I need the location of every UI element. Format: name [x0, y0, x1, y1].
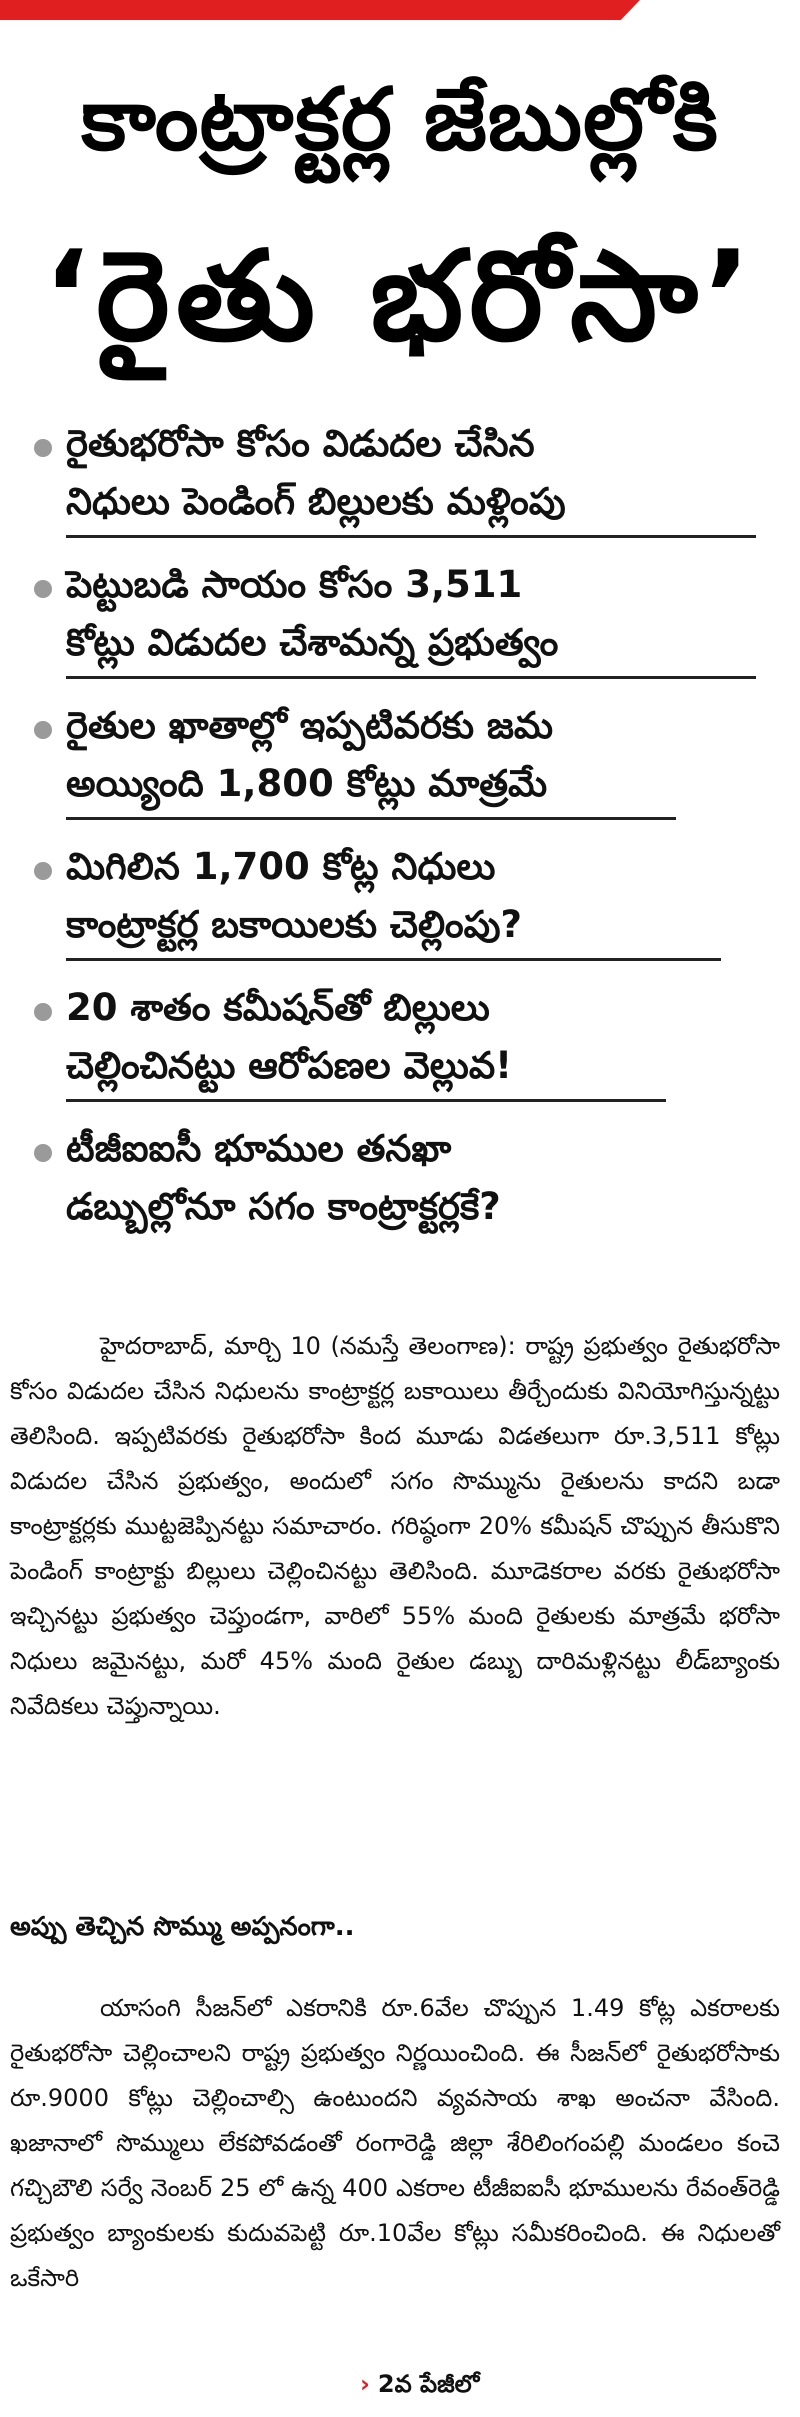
- bullet-line: టీజీఐఐసీ భూముల తనఖా: [66, 1127, 452, 1170]
- continued-on-page[interactable]: [360, 2370, 479, 2404]
- bullet-item: [14, 415, 784, 538]
- headline-line-2: ‘రైతు భరోసా’: [43, 225, 757, 369]
- bullet-line: 20 శాతం కమీషన్‌తో బిల్లులు: [66, 986, 490, 1029]
- bullet-dot-icon: [34, 1003, 52, 1021]
- article-subhead: అప్పు తెచ్చిన సొమ్ము అప్పనంగా..: [10, 1912, 355, 1942]
- chevron-right-icon: ›: [360, 2370, 370, 2398]
- bullet-item: [14, 838, 784, 961]
- bullet-dot-icon: [34, 862, 52, 880]
- bullet-item: [14, 556, 784, 679]
- bullet-line: రైతుభరోసా కోసం విడుదల చేసిన: [66, 422, 535, 465]
- divider: [66, 1099, 666, 1102]
- bullet-line: నిధులు పెండింగ్ బిల్లులకు మళ్లింపు: [66, 480, 566, 523]
- bullet-line: డబ్బుల్లోనూ సగం కాంట్రాక్టర్లకే?: [66, 1185, 501, 1228]
- divider: [66, 535, 756, 538]
- red-header-bar: [0, 0, 640, 20]
- divider: [66, 817, 676, 820]
- bullet-dot-icon: [34, 580, 52, 598]
- bullet-line: చెల్లించినట్టు ఆరోపణల వెల్లువ!: [66, 1044, 513, 1087]
- bullet-dot-icon: [34, 439, 52, 457]
- divider: [66, 676, 756, 679]
- bullet-line: కాంట్రాక్టర్ల బకాయిలకు చెల్లింపు?: [66, 903, 523, 946]
- bullet-line: మిగిలిన 1,700 కోట్ల నిధులు: [66, 845, 496, 888]
- bullet-item: [14, 1120, 784, 1236]
- bullet-line: రైతుల ఖాతాల్లో ఇప్పటివరకు జమ: [66, 704, 554, 747]
- divider: [66, 958, 721, 961]
- article-paragraph: యాసంగి సీజన్‌లో ఎకరానికి రూ.6వేల చొప్పున 1.49 కోట్ల ఎకరాలకు రైతుభరోసా చెల్లించాలని రాష్ట్ర ప్రభుత్వం నిర్ణయించింది. ఈ సీజన్‌లో రైతుభరోసాకు రూ.9000 కోట్లు చెల్లించాల్సి ఉంటుందని వ్యవసాయ శాఖ అంచనా వేసింది. ఖజానాలో సొమ్ములు లేకపోవడంతో రంగారెడ్డి జిల్లా శేరిలింగంపల్లి మండలం కంచె గచ్చిబౌలి సర్వే నెంబర్ 25 లో ఉన్న 400 ఎకరాల టీజీఐఐసీ భూములను రేవంత్‌రెడ్డి ప్రభుత్వం బ్యాంకులకు కుదువపెట్టి రూ.10వేల కోట్లు సమీకరించింది. ఈ నిధులతో ఒకేసారి: [10, 1994, 780, 2292]
- bullet-list: [14, 415, 784, 1236]
- continued-label: 2వ పేజీలో: [377, 2370, 480, 2398]
- bullet-dot-icon: [34, 721, 52, 739]
- bullet-dot-icon: [34, 1144, 52, 1162]
- article-paragraph: హైదరాబాద్, మార్చి 10 (నమస్తే తెలంగాణ): రాష్ట్ర ప్రభుత్వం రైతుభరోసా కోసం విడుదల చేసిన నిధులను కాంట్రాక్టర్ల బకాయిలు తీర్చేందుకు వినియోగిస్తున్నట్టు తెలిసింది. ఇప్పటివరకు రైతుభరోసా కింద మూడు విడతలుగా రూ.3,511 కోట్లు విడుదల చేసిన ప్రభుత్వం, అందులో సగం సొమ్మును రైతులను కాదని బడా కాంట్రాక్టర్లకు ముట్టజెప్పినట్టు సమాచారం. గరిష్ఠంగా 20% కమీషన్ చొప్పున తీసుకొని పెండింగ్ కాంట్రాక్టు బిల్లులు చెల్లించినట్టు తెలిసింది. మూడెకరాల వరకు రైతుభరోసా ఇచ్చినట్టు ప్రభుత్వం చెప్తుండగా, వారిలో 55% మంది రైతులకు మాత్రమే భరోసా నిధులు జమైనట్టు, మరో 45% మంది రైతుల డబ్బు దారిమళ్లినట్టు లీడ్‌బ్యాంకు నివేదికలు చెప్తున్నాయి.: [10, 1332, 780, 1720]
- bullet-line: కోట్లు విడుదల చేశామన్న ప్రభుత్వం: [66, 621, 559, 664]
- bullet-line: అయ్యింది 1,800 కోట్లు మాత్రమే: [66, 762, 548, 805]
- bullet-line: పెట్టుబడి సాయం కోసం 3,511: [66, 563, 523, 606]
- headline-line-1: కాంట్రాక్టర్ల జేబుల్లోకి: [81, 70, 719, 170]
- bullet-item: [14, 697, 784, 820]
- bullet-item: [14, 979, 784, 1102]
